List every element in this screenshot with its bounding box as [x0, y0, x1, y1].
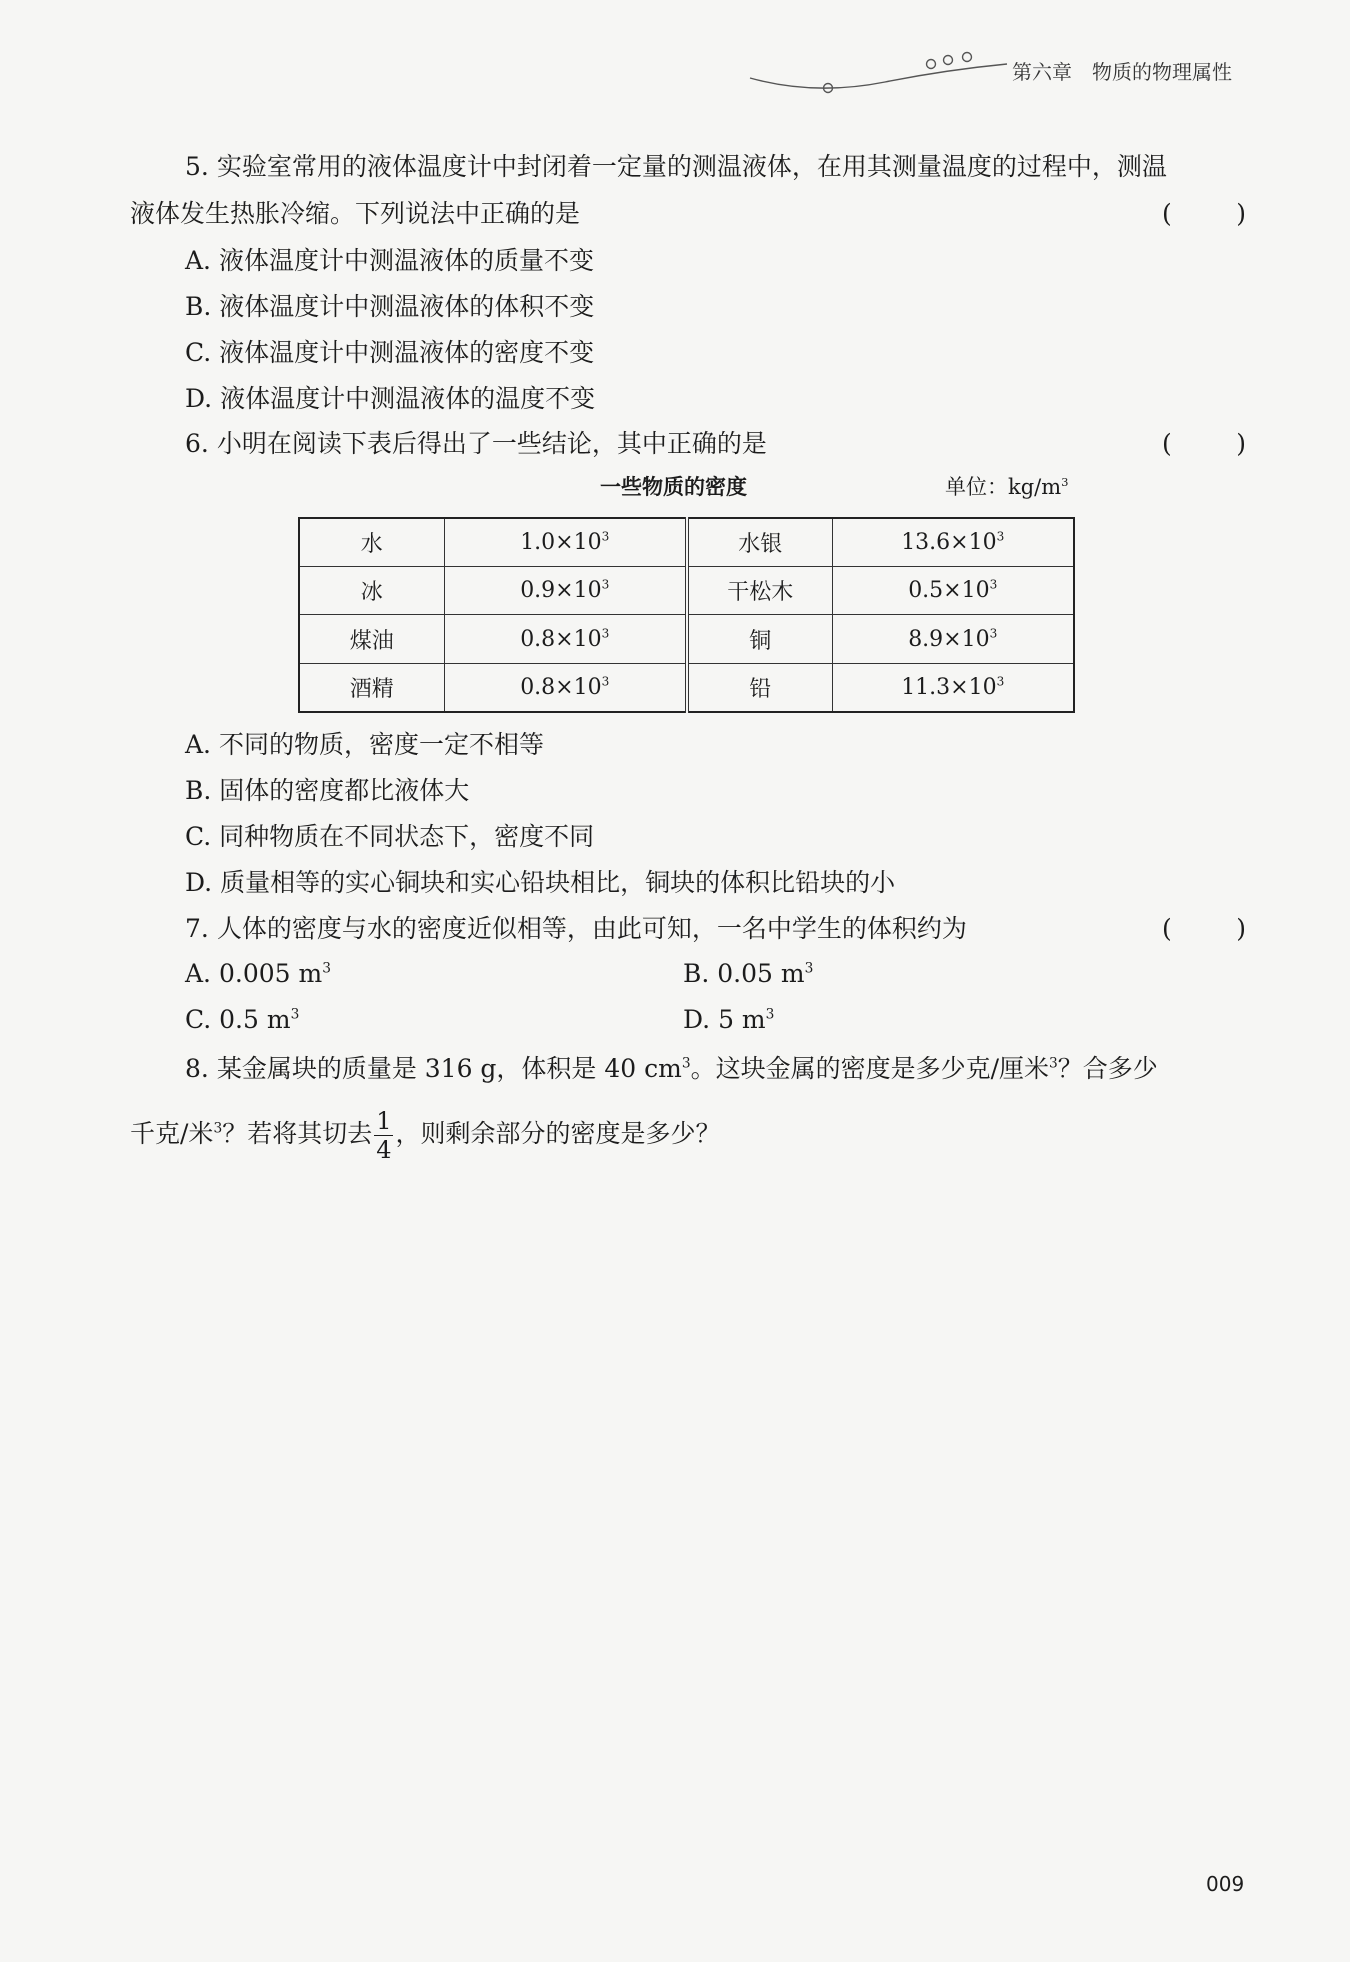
answer-bracket: ( ): [1162, 199, 1246, 228]
option-a: A. 0.005 $m^3$: [185, 959, 331, 988]
answer-bracket: ( ): [1162, 429, 1246, 458]
table-row: [299, 663, 1074, 712]
option-b: B. 液体温度计中测温液体的体积不变: [185, 292, 595, 321]
substance-cell: 酒精: [299, 663, 444, 712]
question-8-line2: 千克/米$^3$？若将其切去 $\frac{1}{4}$ ，则剩余部分的密度是多少？: [130, 1107, 721, 1164]
density-cell: $13.6\times 10^3$: [832, 518, 1074, 567]
option-b: B. 0.05 $m^3$: [683, 959, 814, 988]
option-c: C. 液体温度计中测温液体的密度不变: [185, 338, 595, 367]
density-cell: $0.8\times 10^3$: [444, 663, 687, 712]
question-stem: 实验室常用的液体温度计中封闭着一定量的测温液体，在用其测量温度的过程中，测温: [216, 152, 1167, 181]
option-d: D. 液体温度计中测温液体的温度不变: [185, 384, 596, 413]
option-c: C. 同种物质在不同状态下，密度不同: [185, 822, 595, 851]
substance-cell: 冰: [299, 567, 444, 615]
question-stem: 小明在阅读下表后得出了一些结论，其中正确的是: [216, 429, 767, 458]
substance-cell: 水: [299, 518, 444, 567]
table-unit: 单位：$kg/m^3$: [945, 474, 1069, 499]
substance-cell: 煤油: [299, 615, 444, 663]
question-number: 7.: [185, 914, 209, 943]
question-6-stem: [185, 427, 767, 461]
question-number: 8.: [185, 1054, 209, 1083]
option-b: B. 固体的密度都比液体大: [185, 776, 470, 805]
chapter-title: 第六章 物质的物理属性: [1012, 60, 1232, 84]
substance-cell: 铅: [687, 663, 832, 712]
option-c: C. 0.5 $m^3$: [185, 1005, 300, 1034]
table-row: [299, 567, 1074, 615]
option-d: D. 5 $m^3$: [683, 1005, 775, 1034]
density-cell: $1.0\times 10^3$: [444, 518, 687, 567]
answer-bracket: ( ): [1162, 914, 1246, 943]
density-cell: $0.8\times 10^3$: [444, 615, 687, 663]
density-table: [298, 517, 1075, 713]
question-8-line1: 8. 某金属块的质量是 316 g，体积是 40 $cm^3$。这块金属的密度是多少克/厘米$^3$？合多少: [185, 1054, 1158, 1083]
question-number: 6.: [185, 429, 209, 458]
question-number: 5.: [185, 152, 209, 181]
option-a: A. 不同的物质，密度一定不相等: [185, 730, 544, 759]
question-5-stem-line1: [185, 150, 1167, 184]
table-row: [299, 518, 1074, 567]
density-cell: $11.3\times 10^3$: [832, 663, 1074, 712]
question-5-stem-line2: 液体发生热胀冷缩。下列说法中正确的是: [130, 199, 581, 228]
substance-cell: 干松木: [687, 567, 832, 615]
table-caption: 一些物质的密度: [600, 475, 747, 499]
question-stem: 人体的密度与水的密度近似相等，由此可知，一名中学生的体积约为: [216, 914, 967, 943]
density-cell: $0.9\times 10^3$: [444, 567, 687, 615]
page-number: 009: [1206, 1872, 1245, 1896]
option-a: A. 液体温度计中测温液体的质量不变: [185, 246, 594, 275]
substance-cell: 铜: [687, 615, 832, 663]
header-decoration-icon: [745, 48, 1010, 98]
density-cell: $8.9\times 10^3$: [832, 615, 1074, 663]
fraction: $\frac{1}{4}$: [376, 1107, 392, 1164]
table-row: [299, 615, 1074, 663]
density-cell: $0.5\times 10^3$: [832, 567, 1074, 615]
option-d: D. 质量相等的实心铜块和实心铅块相比，铜块的体积比铅块的小: [185, 868, 896, 897]
question-7-stem: [185, 912, 967, 946]
substance-cell: 水银: [687, 518, 832, 567]
